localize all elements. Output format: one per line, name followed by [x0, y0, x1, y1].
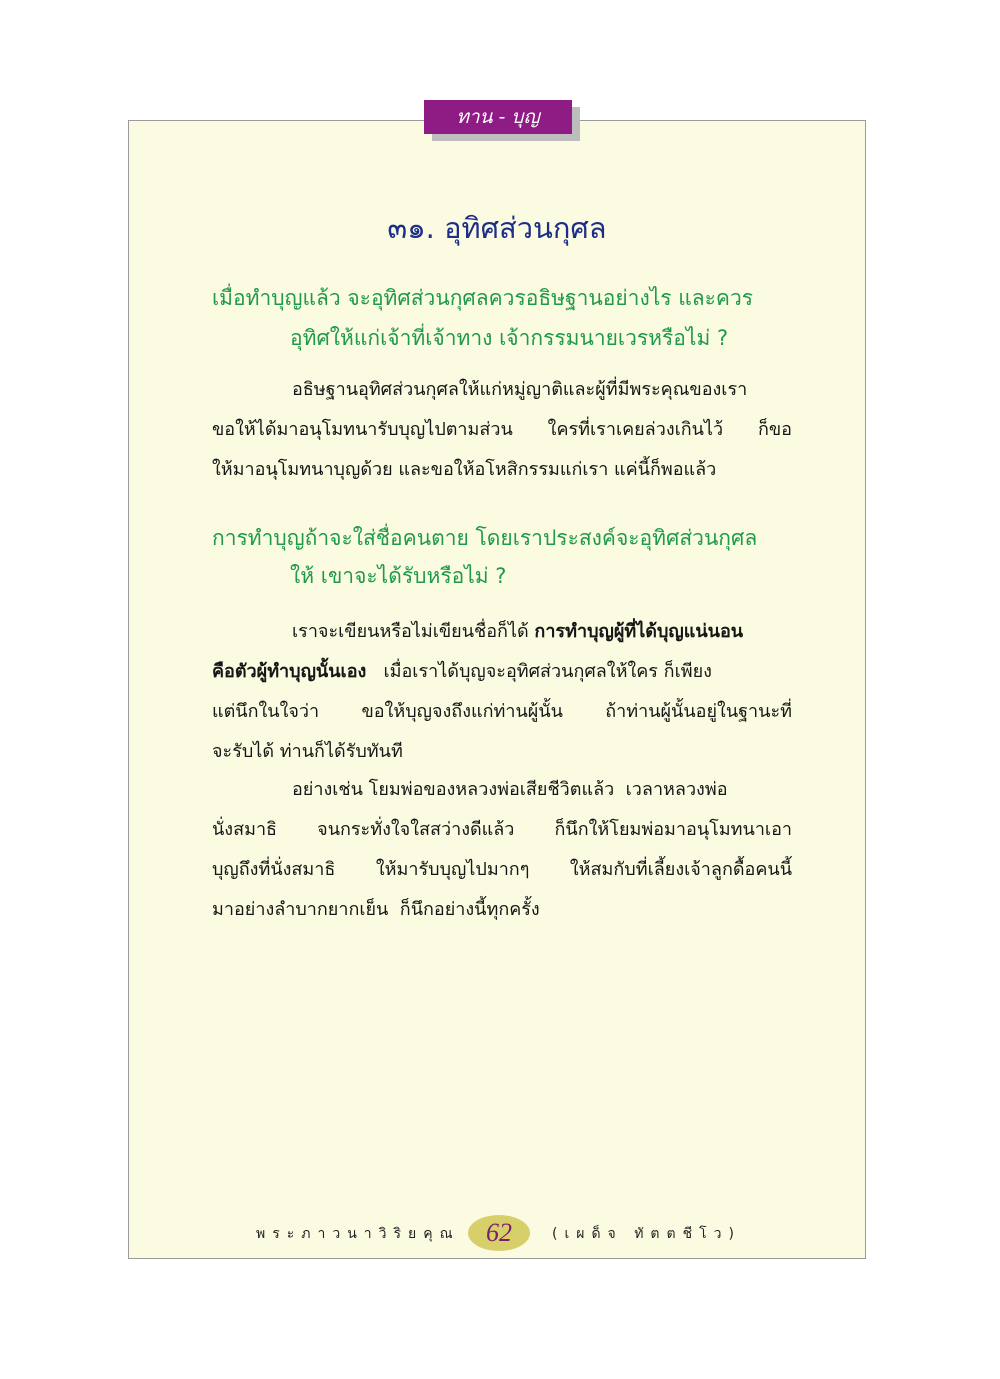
answer-2-emphasis: คือตัวผู้ทำบุญนั้นเอง [212, 661, 367, 682]
question-1-line-1: เมื่อทำบุญแล้ว จะอุทิศส่วนกุศลควรอธิษฐานอย่างไร และควร [212, 286, 754, 310]
answer-1-line: อธิษฐานอุทิศส่วนกุศลให้แก่หมู่ญาติและผู้ที่มีพระคุณของเรา [292, 379, 748, 400]
example-line: อย่างเช่น โยมพ่อของหลวงพ่อเสียชีวิตแล้ว เวลาหลวงพ่อ [292, 779, 728, 800]
footer-author-name: (เผด็จ ทัตตชีโว) [552, 1226, 741, 1242]
answer-2-text: เมื่อเราได้บุญจะอุทิศส่วนกุศลให้ใคร ก็เพียง [366, 661, 712, 682]
answer-2-text: เราจะเขียนหรือไม่เขียนชื่อก็ได้ [292, 621, 535, 642]
chapter-title: ๓๑. อุทิศส่วนกุศล [387, 211, 607, 245]
section-tab: ทาน - บุญ [424, 100, 572, 134]
answer-2-line-4: จะรับได้ ท่านก็ได้รับทันที [212, 741, 403, 762]
question-2-line-2: ให้ เขาจะได้รับหรือไม่ ? [290, 564, 507, 588]
answer-1-paragraph [212, 370, 792, 490]
answer-1-line: ขอให้ได้มาอนุโมทนารับบุญไปตามส่วน ใครที่เราเคยล่วงเกินไว้ ก็ขอ [212, 419, 792, 440]
example-line: บุญถึงที่นั่งสมาธิ ให้มารับบุญไปมากๆ ให้สมกับที่เลี้ยงเจ้าลูกดื้อคนนี้ [212, 859, 792, 880]
question-1-line-2: อุทิศให้แก่เจ้าที่เจ้าทาง เจ้ากรรมนายเวรหรือไม่ ? [290, 326, 729, 350]
answer-1-line: ให้มาอนุโมทนาบุญด้วย และขอให้อโหสิกรรมแก่เรา แค่นี้ก็พอแล้ว [212, 459, 717, 480]
answer-2-line-3: แต่นึกในใจว่า ขอให้บุญจงถึงแก่ท่านผู้นั้น ถ้าท่านผู้นั้นอยู่ในฐานะที่ [212, 701, 792, 722]
question-2-line-1: การทำบุญถ้าจะใส่ชื่อคนตาย โดยเราประสงค์จะอุทิศส่วนกุศล [212, 526, 758, 550]
page-number-badge: 62 [468, 1215, 530, 1251]
answer-2-emphasis: การทำบุญผู้ที่ได้บุญแน่นอน [534, 621, 744, 642]
answer-2-paragraph [212, 612, 792, 772]
example-line: นั่งสมาธิ จนกระทั่งใจใสสว่างดีแล้ว ก็นึกให้โยมพ่อมาอนุโมทนาเอา [212, 819, 792, 840]
example-paragraph [212, 770, 792, 930]
footer-author: พระภาวนาวิริยคุณ [256, 1226, 460, 1242]
answer-2-line-2 [212, 652, 792, 692]
answer-2-line-1 [212, 612, 792, 652]
example-line: มาอย่างลำบากยากเย็น ก็นึกอย่างนี้ทุกครั้ง [212, 899, 540, 920]
